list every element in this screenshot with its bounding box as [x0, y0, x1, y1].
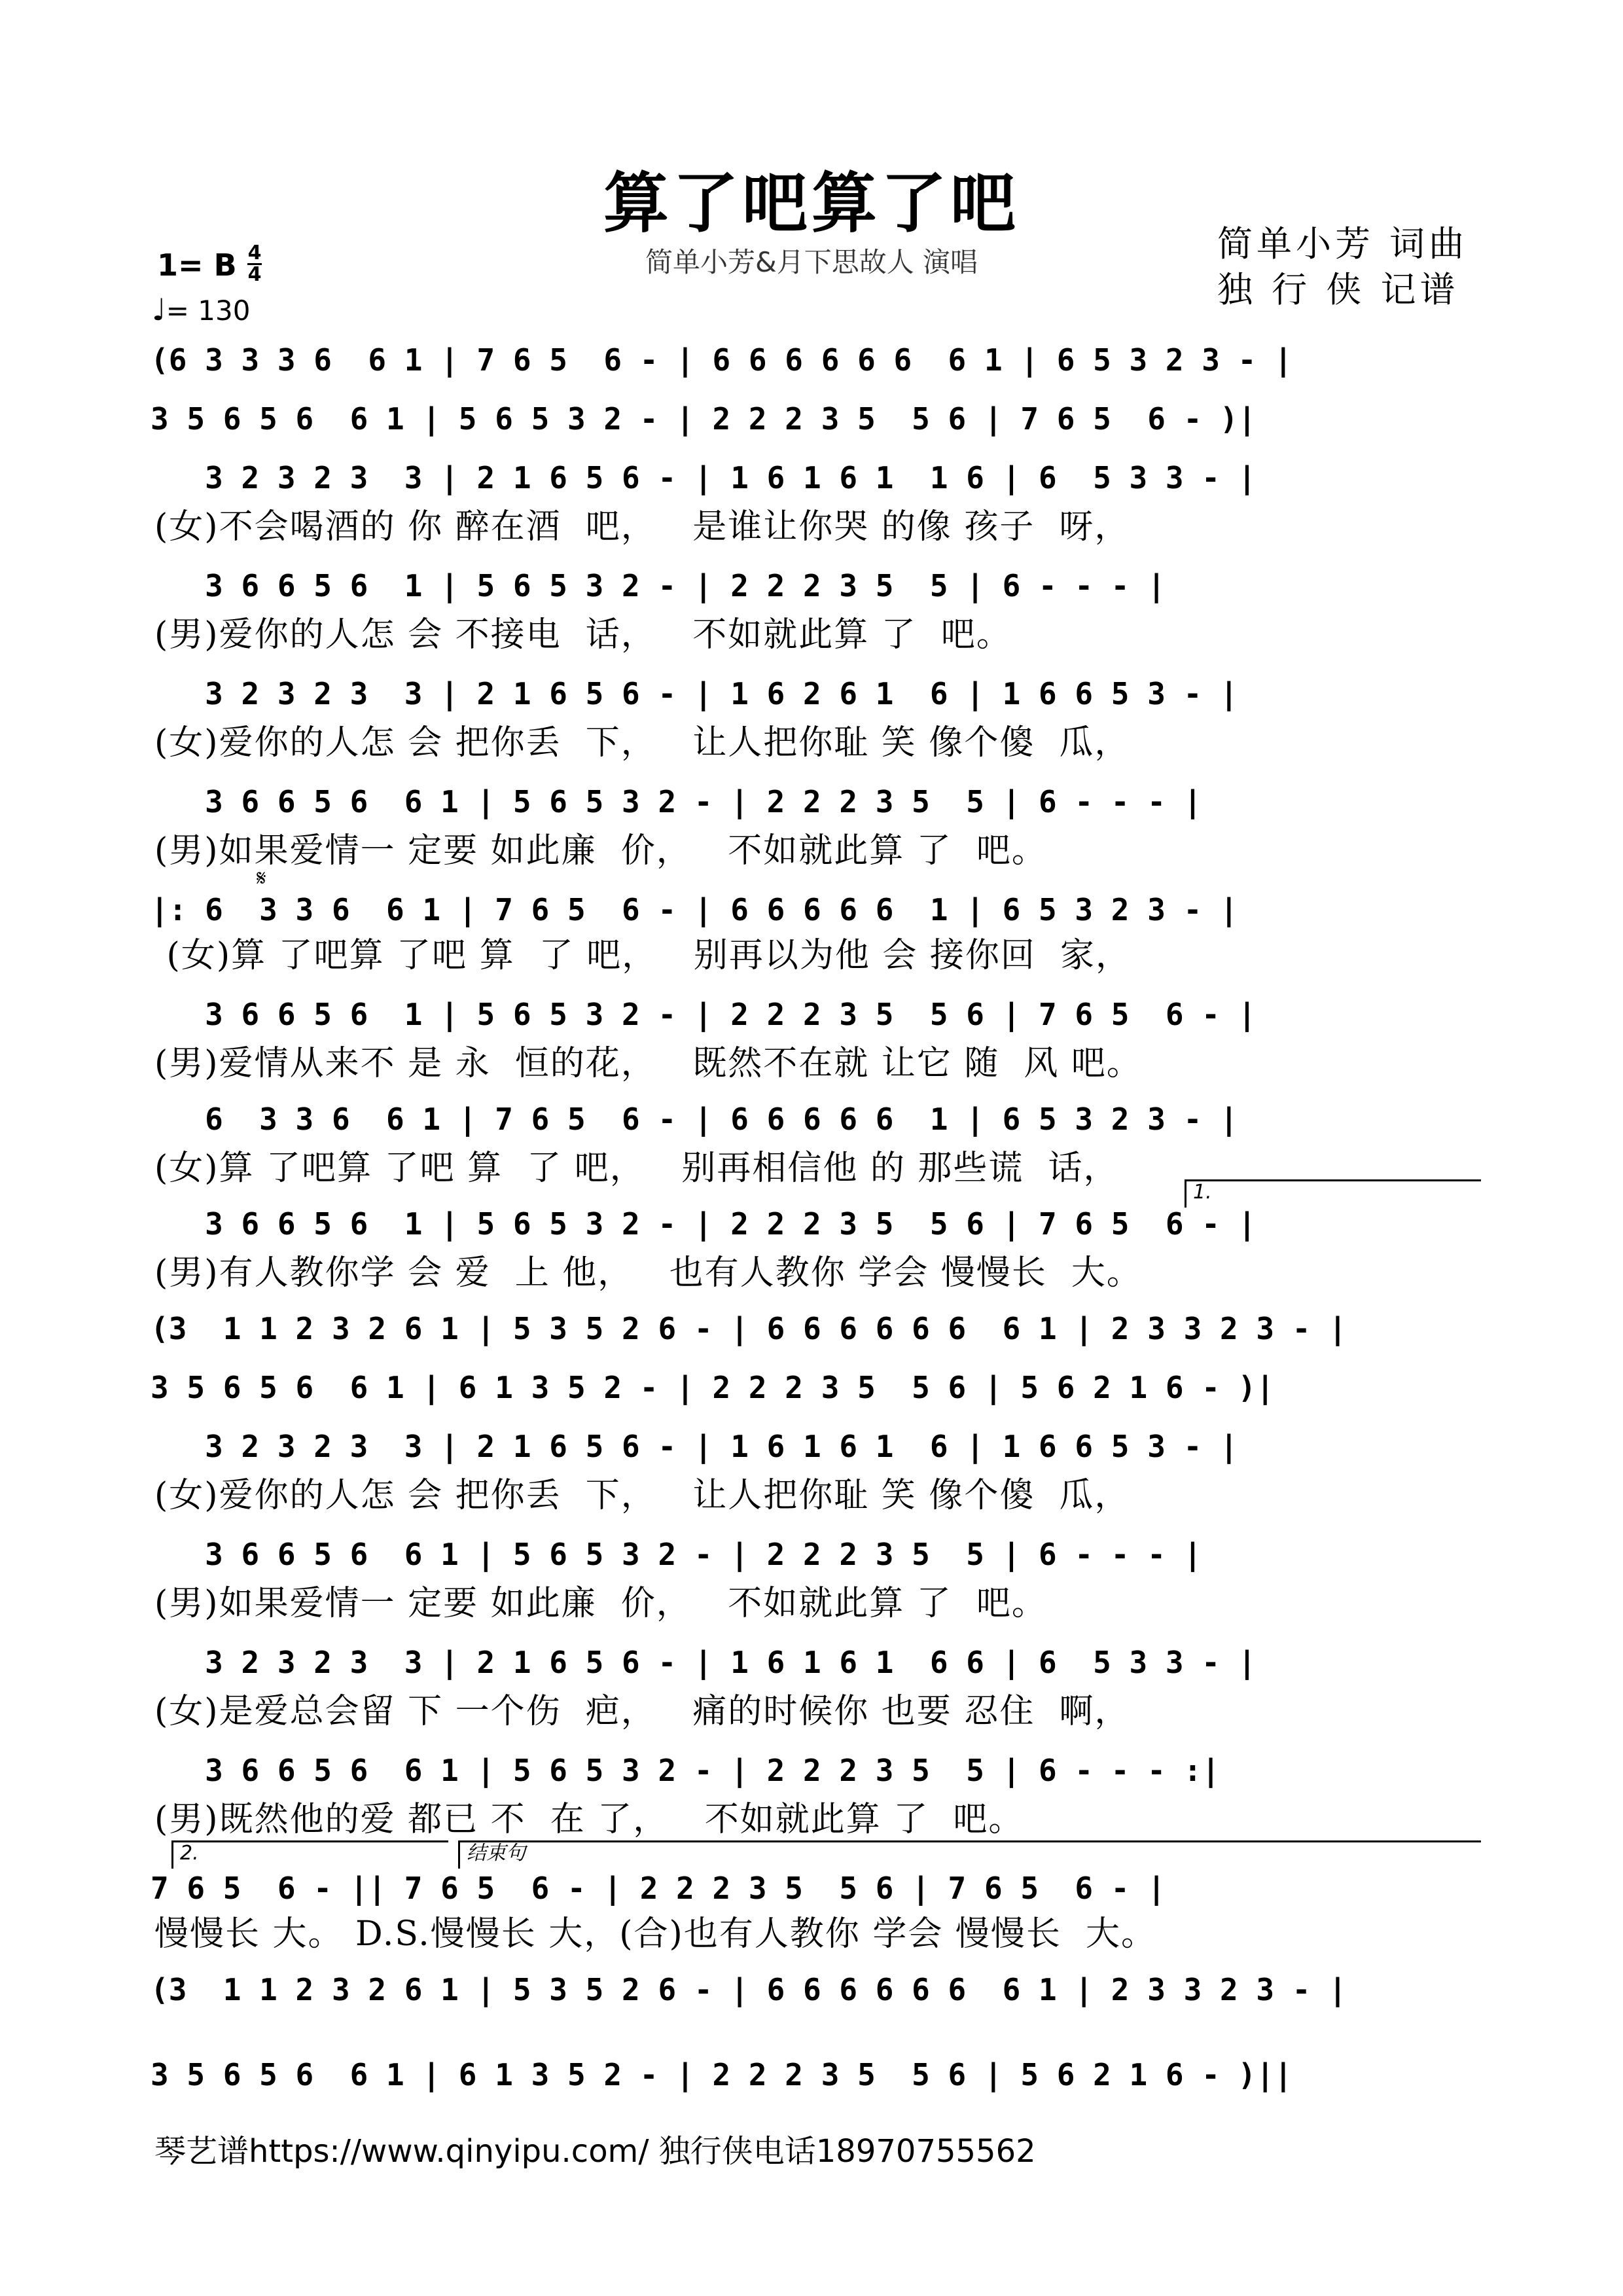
score-line-4: 3 6 6 5 6 1 | 5 6 5 3 2 - | 2 2 2 3 5 5 | 6 - - - |	[151, 568, 1166, 603]
score-line-19: 3 5 6 5 6 6 1 | 6 1 3 5 2 - | 2 2 2 3 5 5 6 | 5 6 2 1 6 - )||	[151, 2057, 1293, 2092]
score-line-10: 3 6 6 5 6 1 | 5 6 5 3 2 - | 2 2 2 3 5 5 6 | 7 6 5 6 - |	[151, 1206, 1257, 1242]
ending-phrase-bracket: 结束句	[458, 1840, 1481, 1869]
lyric-line-17: 慢慢长 大。 D.S.慢慢长 大，(合)也有人教你 学会 慢慢长 大。	[154, 1914, 1156, 1954]
score-line-2: 3 5 6 5 6 6 1 | 5 6 5 3 2 - | 2 2 2 3 5 5 6 | 7 6 5 6 - )|	[151, 401, 1257, 437]
time-signature	[247, 243, 262, 285]
score-line-1: (6 3 3 3 6 6 1 | 7 6 5 6 - | 6 6 6 6 6 6 6 1 | 6 5 3 2 3 - |	[151, 342, 1293, 378]
score-line-8: 3 6 6 5 6 1 | 5 6 5 3 2 - | 2 2 2 3 5 5 6 | 7 6 5 6 - |	[151, 997, 1257, 1032]
score-line-6: 3 6 6 5 6 6 1 | 5 6 5 3 2 - | 2 2 2 3 5 5 | 6 - - - |	[151, 784, 1202, 819]
lyric-line-4: (男)爱你的人怎 会 不接电 话， 不如就此算 了 吧。	[154, 615, 1012, 655]
lyric-line-7: (女)算 了吧算 了吧 算 了 吧， 别再以为他 会 接你回 家，	[154, 936, 1131, 975]
second-ending-bracket: 2.	[171, 1840, 448, 1869]
score-line-15: 3 2 3 2 3 3 | 2 1 6 5 6 - | 1 6 1 6 1 6 6 | 6 5 3 3 - |	[151, 1645, 1257, 1680]
key-signature: 1= B	[157, 247, 237, 283]
transcriber-credit: 独 行 侠 记谱	[1217, 269, 1459, 310]
score-line-5: 3 2 3 2 3 3 | 2 1 6 5 6 - | 1 6 2 6 1 6 | 1 6 6 5 3 - |	[151, 676, 1238, 711]
score-line-9: 6 3 3 6 6 1 | 7 6 5 6 - | 6 6 6 6 6 1 | 6 5 3 2 3 - |	[151, 1102, 1238, 1137]
tempo-value: = 130	[166, 295, 251, 327]
score-line-18: (3 1 1 2 3 2 6 1 | 5 3 5 2 6 - | 6 6 6 6 6 6 6 1 | 2 3 3 2 3 - |	[151, 1972, 1347, 2007]
score-line-12: 3 5 6 5 6 6 1 | 6 1 3 5 2 - | 2 2 2 3 5 5 6 | 5 6 2 1 6 - )|	[151, 1370, 1275, 1405]
lyric-line-10: (男)有人教你学 会 爱 上 他， 也有人教你 学会 慢慢长 大。	[154, 1253, 1142, 1293]
quarter-note-icon: ♩	[152, 292, 166, 327]
lyric-line-9: (女)算 了吧算 了吧 算 了 吧， 别再相信他 的 那些谎 话，	[154, 1149, 1119, 1188]
lyric-line-5: (女)爱你的人怎 会 把你丢 下， 让人把你耻 笑 像个傻 瓜，	[154, 723, 1130, 762]
score-line-13: 3 2 3 2 3 3 | 2 1 6 5 6 - | 1 6 1 6 1 6 | 1 6 6 5 3 - |	[151, 1429, 1238, 1464]
time-bottom: 4	[247, 263, 262, 286]
lyric-line-3: (女)不会喝酒的 你 醉在酒 吧， 是谁让你哭 的像 孩子 呀，	[154, 507, 1130, 547]
lyric-line-16: (男)既然他的爱 都已 不 在 了， 不如就此算 了 吧。	[154, 1800, 1024, 1839]
score-line-3: 3 2 3 2 3 3 | 2 1 6 5 6 - | 1 6 1 6 1 1 6 | 6 5 3 3 - |	[151, 460, 1257, 495]
time-top: 4	[247, 242, 262, 264]
lyric-line-8: (男)爱情从来不 是 永 恒的花， 既然不在就 让它 随 风 吧。	[154, 1044, 1142, 1083]
score-line-14: 3 6 6 5 6 6 1 | 5 6 5 3 2 - | 2 2 2 3 5 5 | 6 - - - |	[151, 1537, 1202, 1572]
footer-link[interactable]: 琴艺谱https://www.qinyipu.com/ 独行侠电话18970755562	[154, 2133, 1036, 2170]
singer-credit: 简单小芳&月下思故人 演唱	[645, 246, 978, 278]
composer-credit: 简单小芳 词曲	[1217, 223, 1469, 264]
segno-icon: 𝄋	[257, 865, 266, 891]
score-line-17: 7 6 5 6 - || 7 6 5 6 - | 2 2 2 3 5 5 6 | 7 6 5 6 - |	[151, 1871, 1166, 1906]
score-line-7: |: 6 3 3 6 6 1 | 7 6 5 6 - | 6 6 6 6 6 1 | 6 5 3 2 3 - |	[151, 892, 1238, 927]
lyric-line-14: (男)如果爱情一 定要 如此廉 价， 不如就此算 了 吧。	[154, 1584, 1047, 1623]
score-line-11: (3 1 1 2 3 2 6 1 | 5 3 5 2 6 - | 6 6 6 6 6 6 6 1 | 2 3 3 2 3 - |	[151, 1311, 1347, 1346]
first-ending-bracket: 1.	[1185, 1179, 1481, 1208]
lyric-line-6: (男)如果爱情一 定要 如此廉 价， 不如就此算 了 吧。	[154, 831, 1047, 870]
score-line-16: 3 6 6 5 6 6 1 | 5 6 5 3 2 - | 2 2 2 3 5 5 | 6 - - - :|	[151, 1753, 1220, 1788]
tempo-marking	[152, 292, 250, 327]
page-title: 算了吧算了吧	[603, 165, 1020, 242]
lyric-line-15: (女)是爱总会留 下 一个伤 疤， 痛的时候你 也要 忍住 啊，	[154, 1692, 1130, 1731]
lyric-line-13: (女)爱你的人怎 会 把你丢 下， 让人把你耻 笑 像个傻 瓜，	[154, 1476, 1130, 1515]
